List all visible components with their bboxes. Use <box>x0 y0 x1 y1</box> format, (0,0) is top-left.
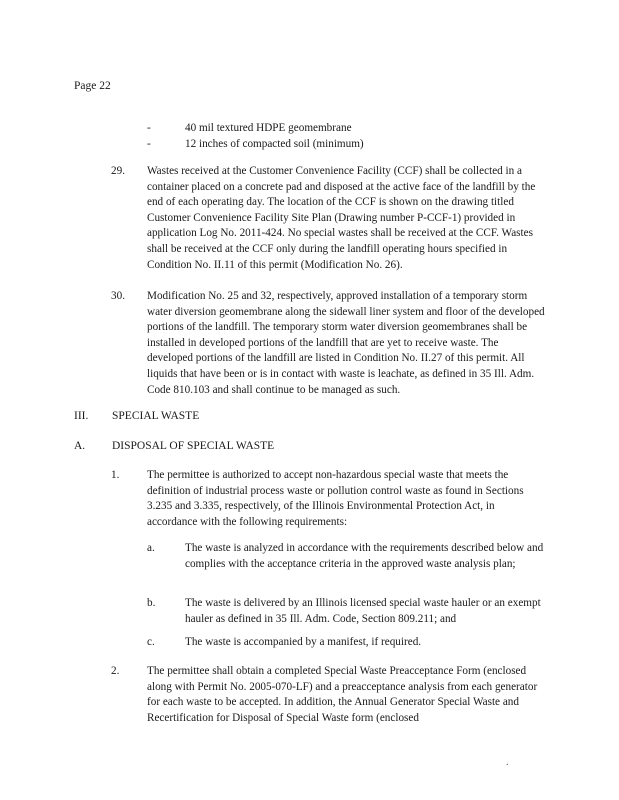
footer-mark: . <box>506 757 509 768</box>
sub-paragraph-text: The permittee shall obtain a completed Special Waste Preacceptance Form (enclosed along with Permit No. 2005-070-LF) and a preacceptance analysis from each generator for each waste to be accepted. In addition, the Annual Generator Special Waste and Recertification for Disposal of Special Waste form (enclosed <box>147 665 538 724</box>
dash-marker: - <box>147 122 151 134</box>
sub-paragraph <box>111 468 547 530</box>
condition-paragraph <box>111 289 547 398</box>
subsection-title: DISPOSAL OF SPECIAL WASTE <box>112 440 275 452</box>
requirement-item <box>147 541 547 572</box>
sub-paragraph-number: 2. <box>111 665 120 677</box>
list-item <box>147 138 364 150</box>
list-item-text: 40 mil textured HDPE geomembrane <box>185 122 352 134</box>
paragraph-number: 29. <box>111 165 125 177</box>
requirement-item <box>147 635 547 651</box>
subsection-number: A. <box>74 440 86 452</box>
paragraph-text: Modification No. 25 and 32, respectively, approved installation of a temporary storm water diversion geomembrane along the sidewall liner system and floor of the developed portions of the landfill. The temporary storm water diversion geomembranes shall be installed in developed portions of the landfill that are yet to receive waste. The developed portions of the landfill are listed in Condition No. II.27 of this permit. All liquids that have been or is in contact with waste is leachate, as defined in 35 Ill. Adm. Code 810.103 and shall continue to be managed as such. <box>147 290 545 396</box>
list-item <box>147 122 352 134</box>
paragraph-text: Wastes received at the Customer Convenience Facility (CCF) shall be collected in a container placed on a concrete pad and disposed at the active face of the landfill by the end of each operating day. The location of the CCF is shown on the drawing titled Customer Convenience Facility Site Plan (Drawing number P-CCF-1) provided in application Log No. 2011-424. No special wastes shall be received at the CCF. Wastes shall be received at the CCF only during the landfill operating hours specified in Condition No. II.11 of this permit (Modification No. 26). <box>147 165 536 271</box>
sub-paragraph-number: 1. <box>111 469 120 481</box>
item-text: The waste is delivered by an Illinois licensed special waste hauler or an exempt hauler as defined in 35 Ill. Adm. Code, Section 809.211; and <box>185 597 541 625</box>
item-text: The waste is accompanied by a manifest, if required. <box>185 636 422 648</box>
item-letter: a. <box>147 542 155 554</box>
item-text: The waste is analyzed in accordance with the requirements described below and complies with the acceptance criteria in the approved waste analysis plan; <box>185 542 544 570</box>
sub-paragraph <box>111 664 547 726</box>
section-number: III. <box>74 410 89 422</box>
list-item-text: 12 inches of compacted soil (minimum) <box>185 138 364 150</box>
requirement-item <box>147 596 547 627</box>
dash-marker: - <box>147 138 151 150</box>
item-letter: b. <box>147 597 156 609</box>
section-title: SPECIAL WASTE <box>112 410 200 422</box>
condition-paragraph <box>111 164 547 273</box>
sub-paragraph-text: The permittee is authorized to accept non-hazardous special waste that meets the definition of industrial process waste or pollution control waste as found in Sections 3.235 and 3.335, respectively, of the Illinois Environmental Protection Act, in accordance with the following requirements: <box>147 469 524 528</box>
subsection-heading <box>74 440 274 452</box>
item-letter: c. <box>147 636 155 648</box>
page-number: Page 22 <box>74 80 111 92</box>
section-heading <box>74 410 199 422</box>
paragraph-number: 30. <box>111 290 125 302</box>
